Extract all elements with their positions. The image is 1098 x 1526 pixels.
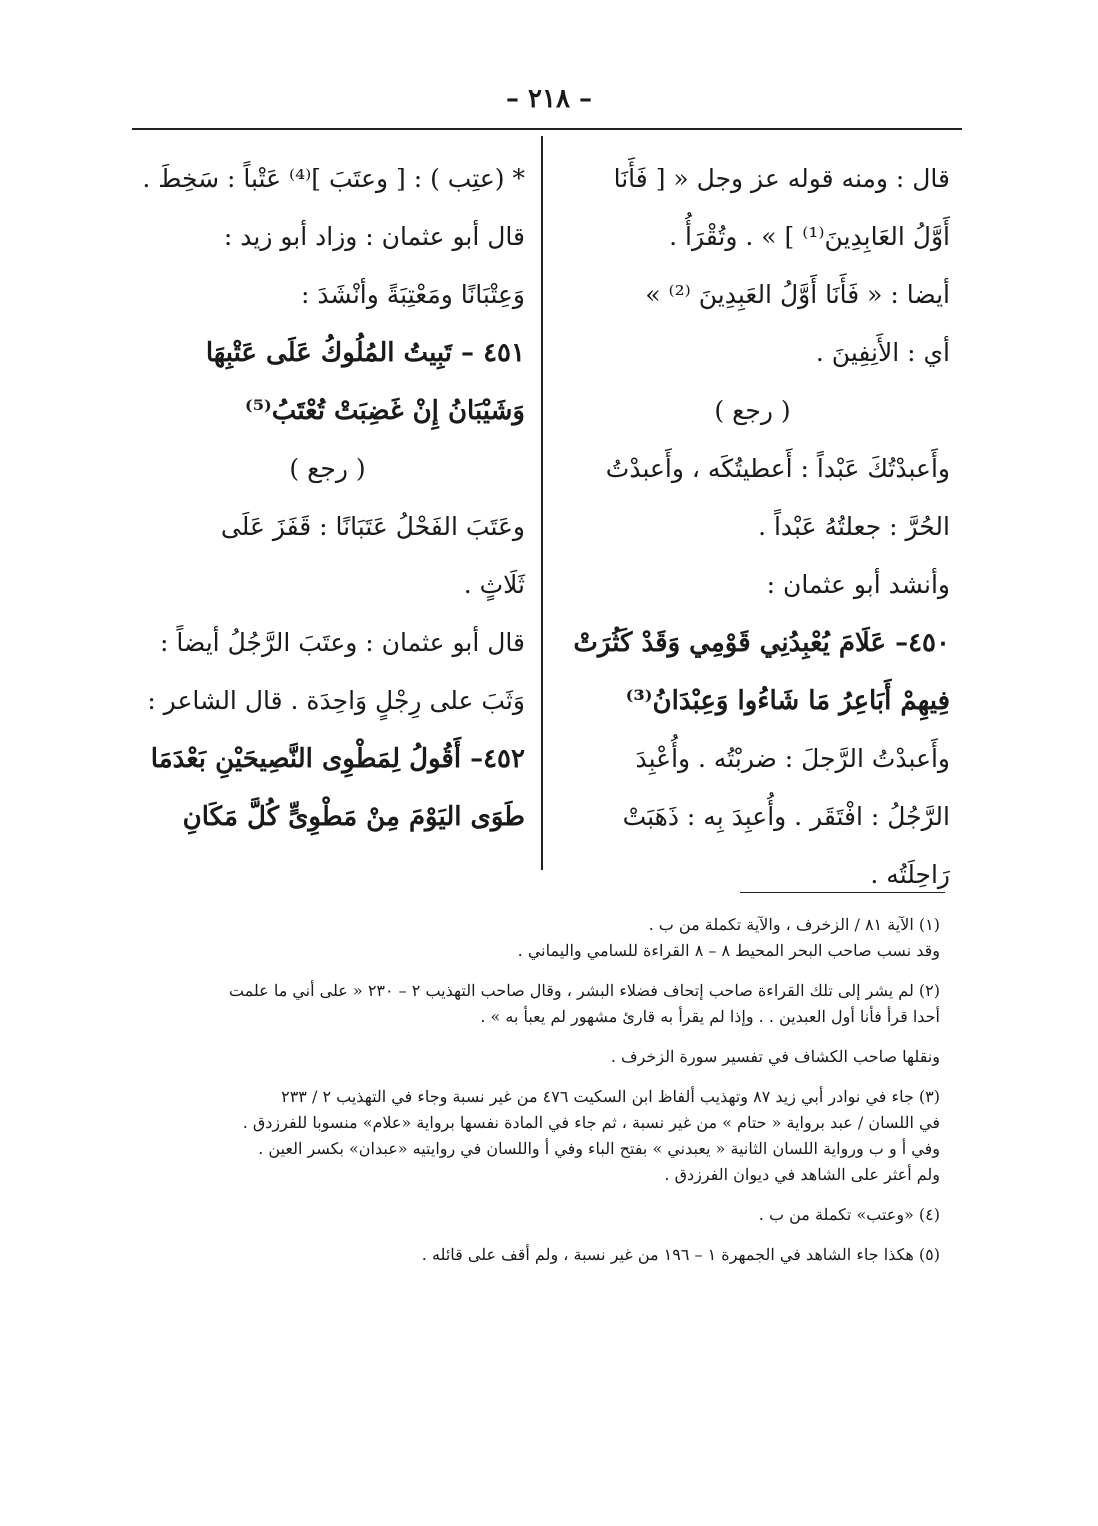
right-column: [555, 150, 950, 904]
right-column-line: وأَعبدْتُ الرَّجلَ : ضربْتُه . وأُعْبِدَ: [635, 744, 950, 773]
left-column-line: ثَلَاثٍ .: [463, 570, 525, 599]
left-column-line: وعَتَبَ الفَحْلُ عَتَبَانًا : قَفَزَ عَلَى: [220, 512, 525, 541]
left-column-line: ( رجع ): [289, 454, 366, 483]
left-column: [130, 150, 525, 846]
left-column-line: طَوَى اليَوْمَ مِنْ مَطْوِىٍّ كُلَّ مَكَانِ: [182, 802, 525, 832]
header-rule: [132, 128, 962, 130]
right-column-line: فِيهِمْ أَبَاعِرُ مَا شَاءُوا وَعِبْدَانُ⁽³⁾: [625, 686, 950, 716]
footnote-line: (٥) هكذا جاء الشاهد في الجمهرة ١ – ١٩٦ من غير نسبة ، ولم أقف على قائله .: [421, 1245, 940, 1264]
right-column-line: أي : الأَنِفِينَ .: [815, 338, 950, 367]
footnote-line: أحدا قرأ فأنا أول العبدين . . وإذا لم يقرأ به قارئ مشهور لم يعبأ به » .: [480, 1007, 940, 1026]
left-column-line: ٤٥١ – تَبِيتُ المُلُوكُ عَلَى عَتْبِهَا: [205, 338, 525, 368]
right-column-line: قال : ومنه قوله عز وجل « [ فَأَنَا: [613, 164, 950, 193]
footnote-line: (٣) جاء في نوادر أبي زيد ٨٧ وتهذيب ألفاظ ابن السكيت ٤٧٦ من غير نسبة وجاء في التهذيب ٢ / ٢٣٣: [281, 1087, 940, 1106]
footnote-line: (١) الآية ٨١ / الزخرف ، والآية تكملة من ب .: [648, 915, 940, 934]
footnote-line: وفي أ و ب ورواية اللسان الثانية « يعبدني » بفتح الباء وفي أ واللسان في روايتيه «عبدان» بكسر العين .: [258, 1139, 940, 1158]
right-column-line: الرَّجُلُ : افْتَقَر . وأُعبِدَ بِه : ذَهَبَتْ: [622, 802, 950, 831]
column-divider: [541, 136, 543, 870]
footnote-line: (٢) لم يشر إلى تلك القراءة صاحب إتحاف فضلاء البشر ، وقال صاحب التهذيب ٢ – ٢٣٠ « على أني ما علمت: [228, 981, 940, 1000]
footnote-line: وقد نسب صاحب البحر المحيط ٨ – ٨ القراءة للسامي واليماني .: [517, 941, 940, 960]
footnotes: [140, 912, 940, 1268]
footnote-line: ونقلها صاحب الكشاف في تفسير سورة الزخرف .: [610, 1047, 940, 1066]
right-column-line: أيضا : « فَأَنَا أَوَّلُ العَبِدِينَ ⁽²⁾ »: [645, 280, 950, 309]
left-column-line: وَعِتْبَانًا ومَعْتِبَةً وأنْشَدَ :: [301, 280, 525, 309]
right-column-line: أَوَّلُ العَابِدِينَ⁽¹⁾ ] » . وتُقْرَأُ .: [669, 222, 950, 251]
left-column-line: وَثَبَ على رِجْلٍ وَاحِدَة . قال الشاعر :: [147, 686, 525, 715]
right-column-line: الحُرَّ : جعلتُهُ عَبْداً .: [758, 512, 950, 541]
page-number: – ٢١٨ –: [505, 84, 593, 114]
right-column-line: وأَعبدْتُكَ عَبْداً : أَعطيتُكَه ، وأَعبدْتُ: [605, 454, 950, 483]
footnote-rule: [740, 892, 945, 893]
left-column-line: * (عتِب ) : [ وعتَبَ ]⁽⁴⁾ عَتْباً : سَخِطَ .: [142, 164, 525, 193]
left-column-line: قال أبو عثمان : وزاد أبو زيد :: [223, 222, 525, 251]
left-column-line: قال أبو عثمان : وعتَبَ الرَّجُلُ أيضاً :: [160, 628, 525, 657]
right-column-line: رَاحِلَتُه .: [870, 860, 950, 889]
right-column-line: ( رجع ): [714, 396, 791, 425]
right-column-line: ٤٥٠– عَلَامَ يُعْبِدُنِي قَوْمِي وَقَدْ كَثُرَتْ: [573, 628, 950, 658]
footnote-line: ولم أعثر على الشاهد في ديوان الفرزدق .: [664, 1165, 940, 1184]
footnote-line: في اللسان / عبد برواية « حتام » من غير نسبة ، ثم جاء في المادة نفسها برواية «علام» منسوبا للفرزدق .: [242, 1113, 940, 1132]
footnote-line: (٤) «وعتب» تكملة من ب .: [758, 1205, 940, 1224]
right-column-line: وأنشد أبو عثمان :: [766, 570, 950, 599]
left-column-line: وَشَيْبَانُ إِنْ غَضِبَتْ تُعْتَبُ⁽⁵⁾: [244, 396, 525, 426]
left-column-line: ٤٥٢– أَقُولُ لِمَطْوِى النَّصِيحَيْنِ بَعْدَمَا: [150, 744, 525, 774]
